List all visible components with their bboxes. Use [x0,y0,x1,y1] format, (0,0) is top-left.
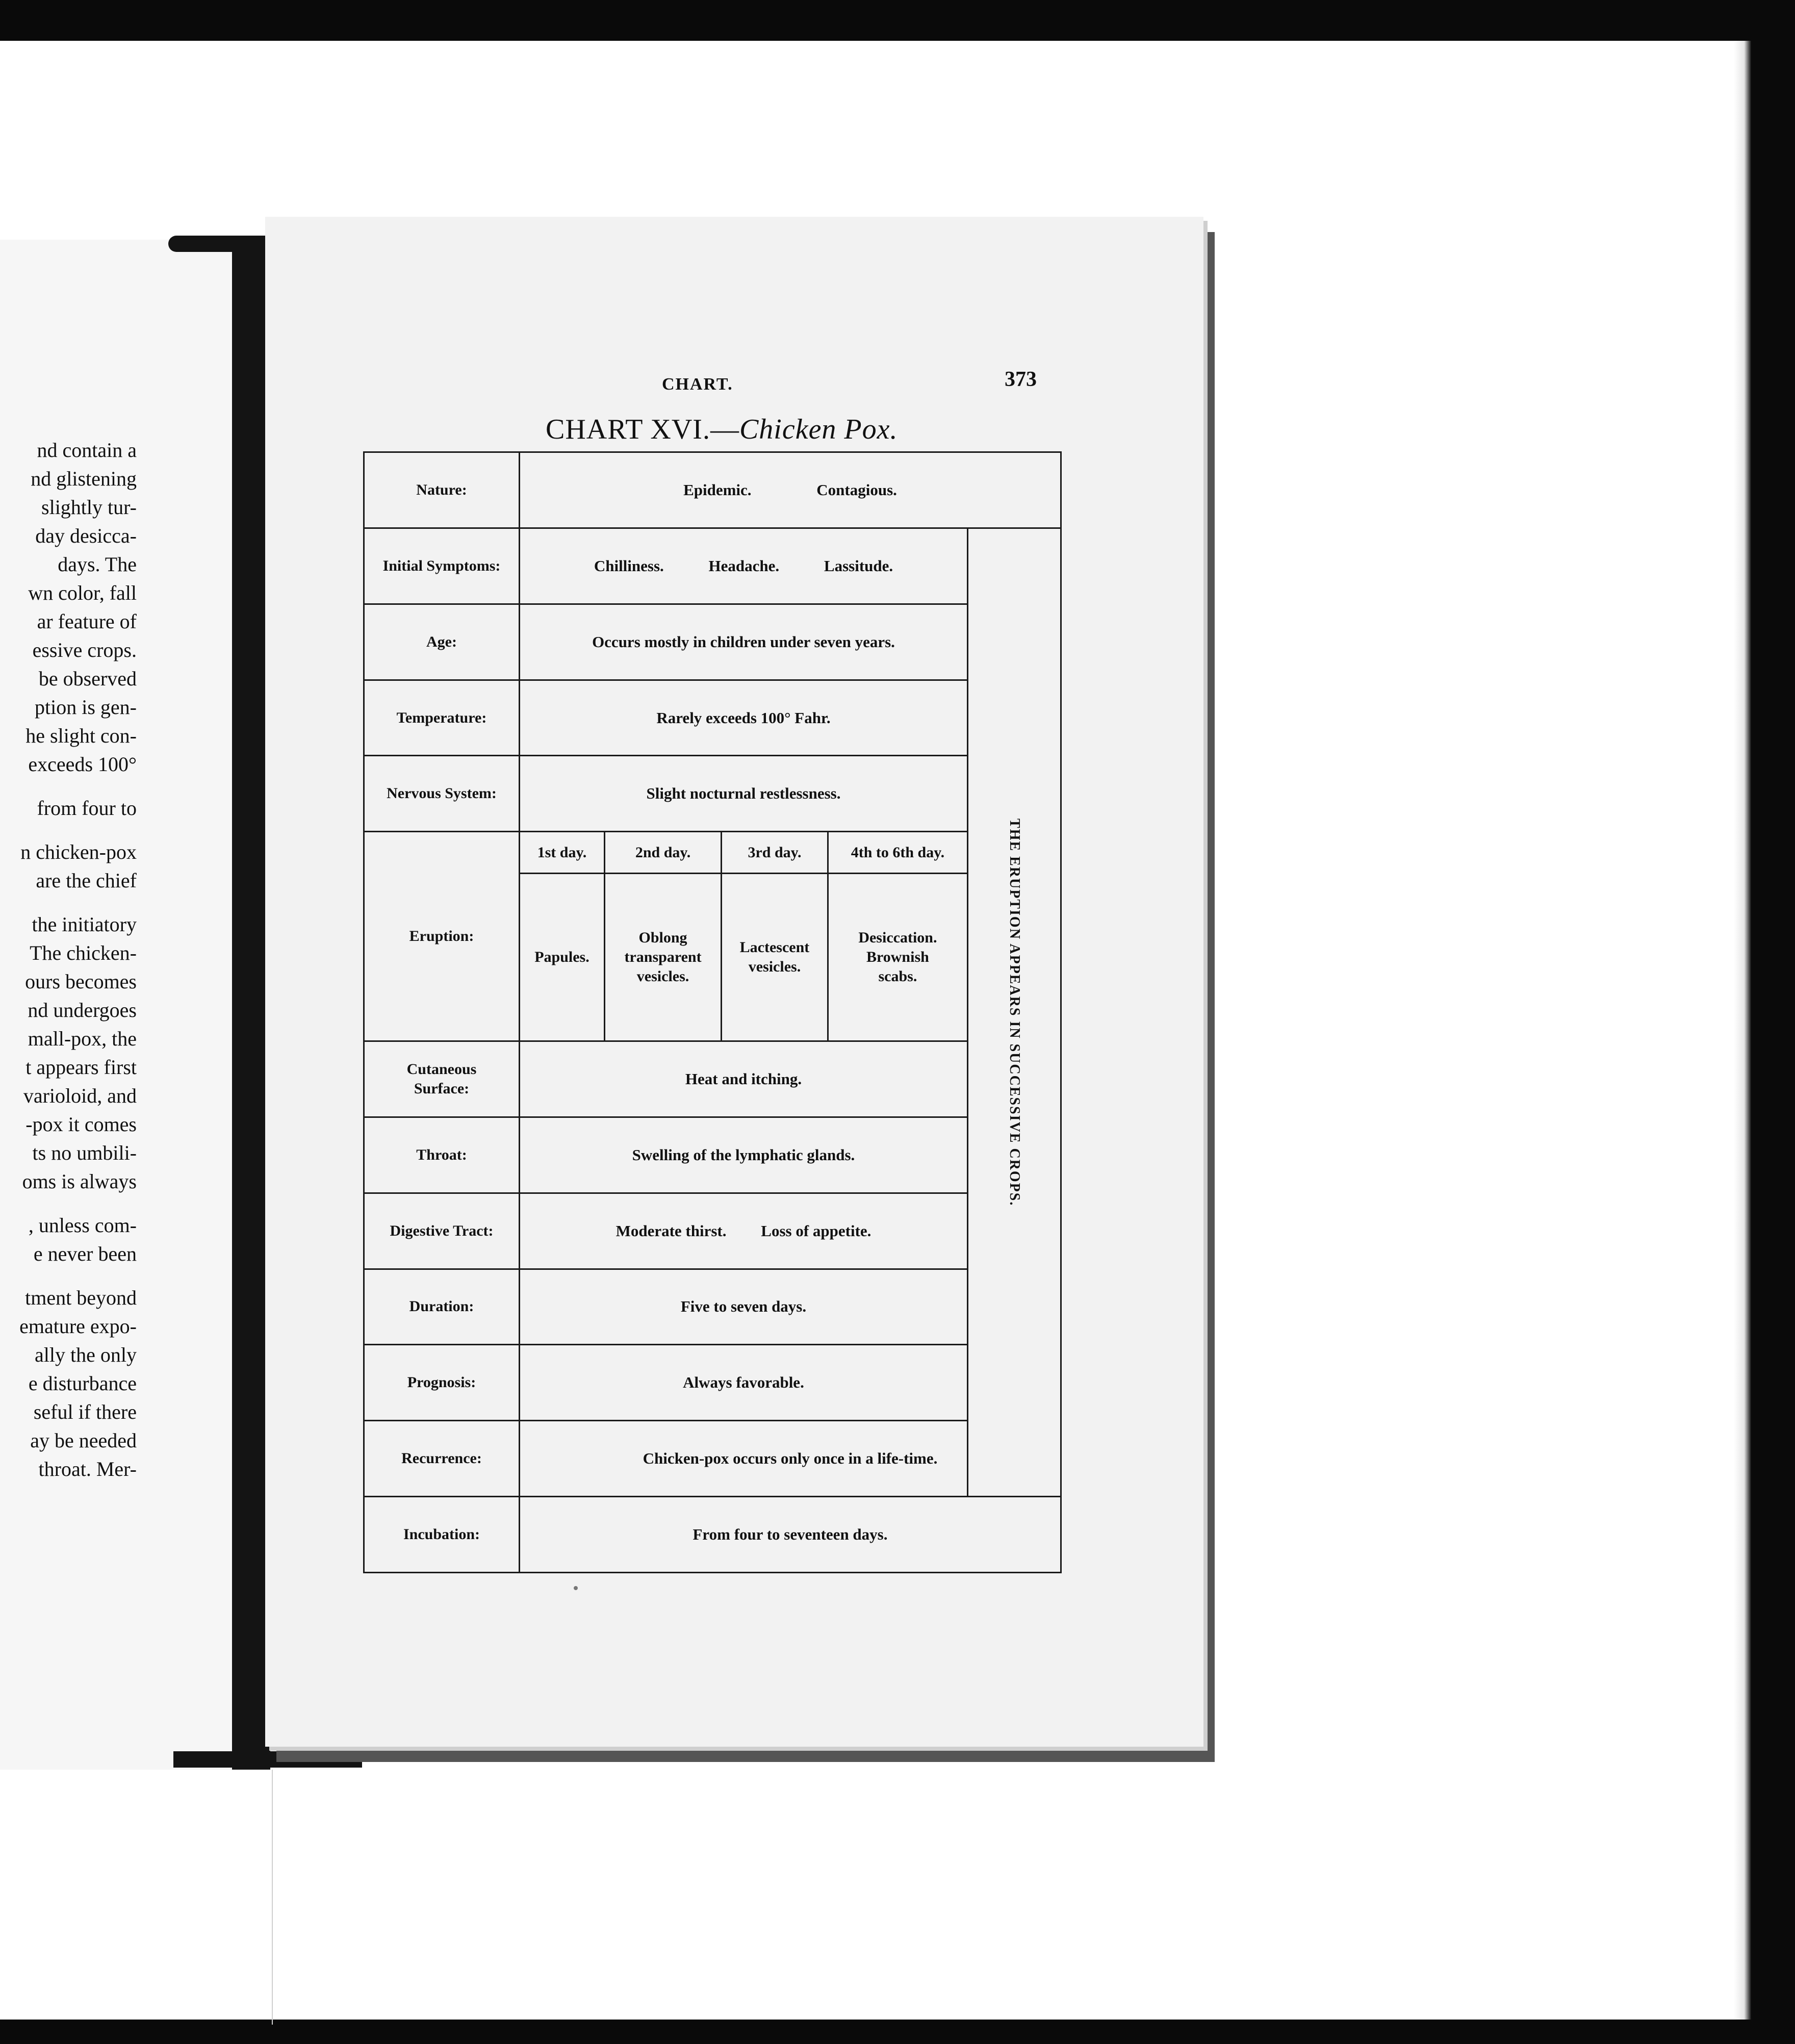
label-incubation: Incubation: [364,1497,520,1573]
left-page-text [0,436,137,1484]
label-cutaneous-surface: Cutaneous Surface: [364,1041,520,1117]
label-recurrence: Recurrence: [364,1421,520,1497]
value-incubation: From four to seventeen days. [520,1497,1061,1573]
left-page-line: essive crops. [32,638,137,661]
eruption-day-4: 4th to 6th day. [828,832,967,873]
left-page-line: ours becomes [25,970,137,993]
left-page-line: nd undergoes [28,999,137,1021]
left-page-line: seful if there [33,1400,137,1423]
left-page-line: slightly tur- [41,496,137,519]
row-prognosis [364,1345,1061,1421]
value-temperature: Rarely exceeds 100° Fahr. [520,680,968,756]
left-page-line [0,1268,137,1284]
symptom-1: Chilliness. [594,556,664,575]
digestive-value-1: Moderate thirst. [616,1221,727,1240]
left-page-line [0,895,137,910]
page-number: 373 [1005,368,1037,391]
eruption-desc-1: Papules. [520,873,604,1040]
label-initial-symptoms: Initial Symptoms: [364,528,520,604]
chart-title-number: CHART XVI.— [546,414,739,445]
sidebar-text: THE ERUPTION APPEARS IN SUCCESSIVE CROPS. [1007,818,1022,1207]
chicken-pox-chart [363,451,1062,1573]
digestive-value-2: Loss of appetite. [761,1221,871,1240]
eruption-day-3: 3rd day. [722,832,828,873]
label-digestive-tract: Digestive Tract: [364,1193,520,1269]
left-page-line: ar feature of [37,610,137,633]
eruption-desc-2: Oblong transparent vesicles. [604,873,721,1040]
left-page-line: oms is always [22,1170,137,1193]
row-temperature [364,680,1061,756]
eruption-sidebar [968,528,1061,1496]
row-digestive-tract [364,1193,1061,1269]
value-duration: Five to seven days. [520,1269,968,1345]
left-page-line: ts no umbili- [32,1141,137,1164]
left-page-line: -pox it comes [25,1113,137,1136]
value-initial-symptoms [520,528,968,604]
left-page-line: he slight con- [25,724,137,747]
left-page-line: be observed [38,667,137,690]
left-page-line [0,779,137,794]
nature-value-2: Contagious. [816,480,897,499]
left-page-line: t appears first [25,1056,137,1079]
row-recurrence [364,1421,1061,1497]
symptom-2: Headache. [708,556,780,575]
left-page-line: varioloid, and [23,1084,137,1107]
eruption-desc-4: Desiccation. Brownish scabs. [828,873,967,1040]
eruption-day-1: 1st day. [520,832,604,873]
left-page-line: ption is gen- [35,696,137,719]
row-initial-symptoms [364,528,1061,604]
value-nervous-system: Slight nocturnal restlessness. [520,756,968,832]
left-page-line: are the chief [36,869,137,892]
running-head: CHART. [662,375,733,394]
left-page-line: ay be needed [30,1429,137,1452]
label-nervous-system: Nervous System: [364,756,520,832]
left-page-line [0,823,137,838]
eruption-day-2: 2nd day. [604,832,721,873]
label-nature: Nature: [364,452,520,528]
row-duration [364,1269,1061,1345]
label-temperature: Temperature: [364,680,520,756]
value-eruption [520,832,968,1041]
value-digestive-tract [520,1193,968,1269]
left-page-line: n chicken-pox [20,840,137,863]
value-recurrence: Chicken-pox occurs only once in a life-time. [520,1421,1061,1497]
chart-title [546,413,898,446]
row-nature [364,452,1061,528]
symptom-3: Lassitude. [824,556,893,575]
eruption-table [520,832,967,1040]
eruption-desc-row [520,873,967,1040]
eruption-days-row [520,832,967,873]
left-page-line: tment beyond [25,1286,137,1309]
row-eruption [364,832,1061,1041]
label-eruption: Eruption: [364,832,520,1041]
label-prognosis: Prognosis: [364,1345,520,1421]
row-nervous-system [364,756,1061,832]
eruption-desc-3: Lactescent vesicles. [722,873,828,1040]
left-page-line [0,1196,137,1211]
label-duration: Duration: [364,1269,520,1345]
value-age: Occurs mostly in children under seven years. [520,604,968,680]
left-page-line: e disturbance [28,1372,137,1395]
left-page-line: ally the only [35,1343,137,1366]
left-page-line: wn color, fall [28,581,137,604]
left-page-line: The chicken- [30,941,137,964]
left-page-line: exceeds 100° [28,753,137,776]
left-page-line: throat. Mer- [38,1458,137,1480]
ink-speck [574,1586,578,1590]
fold-line [272,1770,273,2025]
mount-edge [1734,41,1751,2020]
left-page-line: e never been [33,1242,137,1265]
nature-value-1: Epidemic. [683,480,752,499]
row-cutaneous-surface [364,1041,1061,1117]
row-throat [364,1117,1061,1193]
label-age: Age: [364,604,520,680]
left-page-line: from four to [37,797,137,820]
left-page-line: mall-pox, the [28,1027,137,1050]
value-prognosis: Always favorable. [520,1345,968,1421]
chart-title-subject: Chicken Pox. [739,414,898,445]
left-page-line: the initiatory [32,913,137,936]
value-nature [520,452,1061,528]
spine-cap-bottom [173,1751,362,1768]
row-age [364,604,1061,680]
left-page-line: nd contain a [37,439,137,462]
left-page-line: nd glistening [31,467,137,490]
left-page-line: day desicca- [35,524,137,547]
value-throat: Swelling of the lymphatic glands. [520,1117,968,1193]
row-incubation [364,1497,1061,1573]
left-page-line: emature expo- [19,1315,137,1338]
book-spine [232,240,270,1770]
left-page-line: days. The [58,553,137,576]
label-throat: Throat: [364,1117,520,1193]
value-cutaneous-surface: Heat and itching. [520,1041,968,1117]
left-page-line: , unless com- [28,1214,137,1237]
